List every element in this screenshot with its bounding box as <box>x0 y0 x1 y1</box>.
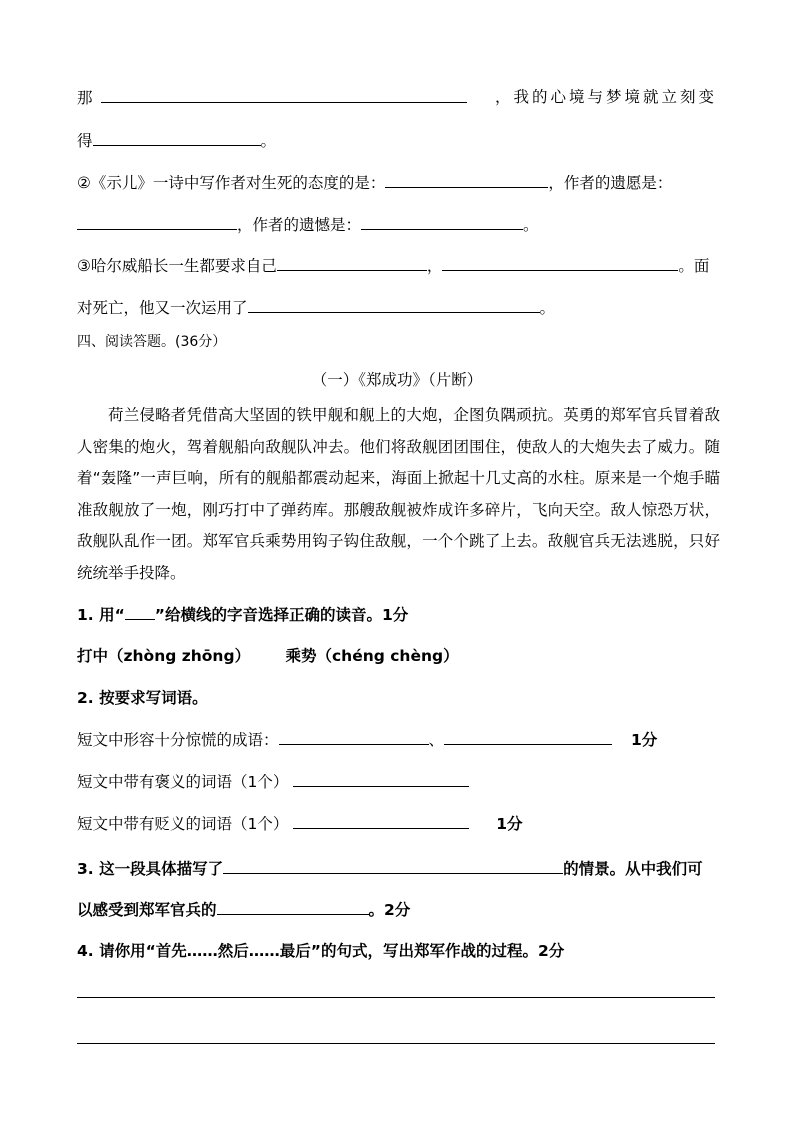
answer-blank[interactable] <box>217 898 369 915</box>
fill-line-2-start: 得 <box>77 132 93 150</box>
q3-text-a: 这一段具体描写了 <box>99 860 224 878</box>
q4-number: 4. <box>77 942 94 960</box>
q2-line3-score: 1分 <box>496 815 523 833</box>
answer-blank[interactable] <box>361 213 523 230</box>
section-heading: 四、阅读答题。(36分） <box>77 334 227 350</box>
question-3 <box>77 857 717 880</box>
fill-q3-line-2 <box>77 296 717 319</box>
q3-line2-text-b: 。2分 <box>368 901 411 919</box>
answer-blank[interactable] <box>442 254 678 271</box>
fill-line-1-end: ，我的心境与梦境就立刻变 <box>494 88 717 106</box>
answer-blank[interactable] <box>101 86 467 103</box>
answer-line[interactable] <box>77 997 715 998</box>
q3-line-2 <box>77 898 717 921</box>
passage-title: （一）《郑成功》（片断） <box>311 371 483 389</box>
fill-line-1 <box>77 86 717 109</box>
q2-line3-label: 短文中带有贬义的词语（1个） <box>77 815 289 833</box>
q1-text-a: 用“ <box>99 606 125 624</box>
q2-text: 按要求写词语。 <box>99 689 208 707</box>
question-1 <box>77 603 717 626</box>
q2-line-3 <box>77 812 717 835</box>
q1-text-b: ”给横线的字音选择正确的读音。1分 <box>154 606 409 624</box>
answer-blank[interactable] <box>223 857 563 874</box>
fill-q2-mid: ，作者的遗愿是： <box>548 174 673 192</box>
fill-q2-line-1 <box>77 171 717 194</box>
answer-blank[interactable] <box>277 254 427 271</box>
q2-number: 2. <box>77 689 94 707</box>
fill-q3-line2-end: 。 <box>539 299 556 317</box>
passage-text: 荷兰侵略者凭借高大坚固的铁甲舰和舰上的大炮，企图负隅顽抗。英勇的郑军官兵冒着敌人密集的炮火，驾着舰船向敌舰队冲去。他们将敌舰团团围住，使敌人的大炮失去了威力。随着“轰隆”一声巨响，所有的舰船都震动起来，海面上掀起十几丈高的水柱。原来是一个炮手瞄准敌舰放了一炮，刚巧打中了弹药库。那艘敌舰被炸成许多碎片，飞向天空。敌人惊恐万状，敌舰队乱作一团。郑军官兵乘势用钩子钩住敌舰，一个个跳了上去。敌舰官兵无法逃脱，只好统统举手投降。 <box>77 406 720 582</box>
fill-q3-start: ③哈尔威船长一生都要求自己 <box>77 257 277 275</box>
fill-line-2-end: 。 <box>260 132 277 150</box>
fill-line-2 <box>77 129 717 152</box>
fill-q2-start: ②《示儿》一诗中写作者对生死的态度的是： <box>77 174 386 192</box>
q2-line1-sep: 、 <box>428 731 445 749</box>
answer-blank[interactable] <box>293 770 469 787</box>
q3-number: 3. <box>77 860 94 878</box>
q2-line1-score: 1分 <box>630 731 658 749</box>
fill-q3-line2-start: 对死亡，他又一次运用了 <box>77 299 248 317</box>
q4-text: 请你用“首先……然后……最后”的句式，写出郑军作战的过程。2分 <box>99 942 565 960</box>
q1-options <box>77 645 717 667</box>
answer-blank[interactable] <box>279 728 429 745</box>
fill-q2-line2-mid: ，作者的遗憾是： <box>237 216 362 234</box>
q1-option-a: 打中（zhòng zhōng） <box>77 647 251 665</box>
fill-q2-line2-end: 。 <box>523 216 539 234</box>
q2-line1-label: 短文中形容十分惊慌的成语： <box>77 731 279 749</box>
answer-blank[interactable] <box>77 213 237 230</box>
answer-blank[interactable] <box>248 296 540 313</box>
q1-option-b: 乘势（chéng chèng） <box>285 647 459 665</box>
answer-blank[interactable] <box>444 728 612 745</box>
fill-q3-line-1 <box>77 254 717 277</box>
q2-line-2 <box>77 770 717 793</box>
q1-number: 1. <box>77 606 94 624</box>
answer-blank[interactable] <box>385 171 548 188</box>
fill-line-1-start: 那 <box>77 89 93 107</box>
answer-blank <box>125 603 155 620</box>
question-2 <box>77 687 717 709</box>
fill-q3-mid: ， <box>426 257 443 275</box>
fill-q2-line-2 <box>77 213 717 236</box>
question-4 <box>77 940 717 962</box>
fill-q3-end: 。面 <box>678 257 710 275</box>
q3-text-b: 的情景。从中我们可 <box>563 860 703 878</box>
answer-blank[interactable] <box>293 812 469 829</box>
q2-line2-label: 短文中带有褒义的词语（1个） <box>77 773 289 791</box>
q2-line-1 <box>77 728 717 751</box>
answer-blank[interactable] <box>93 129 261 146</box>
answer-line[interactable] <box>77 1043 715 1044</box>
q3-line2-text-a: 以感受到郑军官兵的 <box>77 901 217 919</box>
